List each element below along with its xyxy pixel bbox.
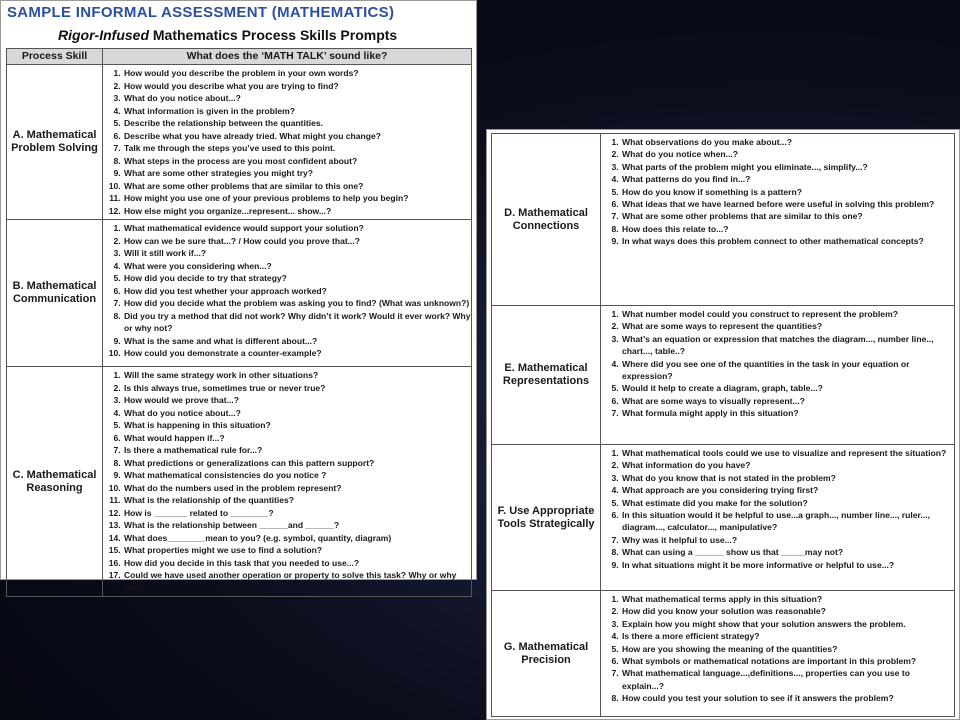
prompt-item: 6. What would happen if...? [123, 432, 471, 445]
prompt-item: 3. What’s an equation or expression that matches the diagram..., number line.., chart..., table..? [621, 333, 954, 358]
prompt-item: 7. How did you decide what the problem was asking you to find? (What was unknown?) [123, 297, 471, 310]
prompt-item: 3. What parts of the problem might you eliminate..., simplify...? [621, 161, 954, 173]
prompt-item: 4. Where did you see one of the quantities in the task in your equation or expression? [621, 358, 954, 383]
prompt-item: 6. Describe what you have already tried. What might you change? [123, 130, 471, 143]
prompt-item: 12. How is _______ related to ________? [123, 507, 471, 520]
prompt-item: 3. What do you know that is not stated in the problem? [621, 472, 954, 484]
left-document-page [0, 0, 477, 593]
prompt-item: 9. In what ways does this problem connect to other mathematical concepts? [621, 235, 954, 247]
prompt-item: 2. How did you know your solution was reasonable? [621, 605, 954, 617]
prompt-item: 9. What are some other strategies you might try? [123, 167, 471, 180]
prompt-item: 4. Is there a more efficient strategy? [621, 630, 954, 642]
prompt-item: 1. How would you describe the problem in your own words? [123, 67, 471, 80]
math-talk-cell [601, 591, 955, 717]
right-document-page [486, 129, 960, 720]
prompt-list [601, 591, 954, 707]
prompt-item: 5. How did you decide to try that strategy? [123, 272, 471, 285]
prompt-item: 5. How do you know if something is a pattern? [621, 186, 954, 198]
prompt-item: 14. What does________mean to you? (e.g. symbol, quantity, diagram) [123, 532, 471, 545]
prompt-item: 2. How would you describe what you are trying to find? [123, 80, 471, 93]
prompt-item: 8. What can using a ______ show us that _____may not? [621, 546, 954, 558]
prompt-item: 12. How else might you organize...represent... show...? [123, 205, 471, 218]
prompt-list [601, 445, 954, 573]
document-title: SAMPLE INFORMAL ASSESSMENT (MATHEMATICS) [7, 4, 395, 21]
process-skill-cell: D. Mathematical Connections [492, 134, 601, 306]
prompt-item: 8. What predictions or generalizations can this pattern support? [123, 457, 471, 470]
process-skill-cell: E. Mathematical Representations [492, 306, 601, 445]
table-header-row [7, 49, 472, 65]
subtitle-text: Mathematics Process Skills Prompts [152, 27, 398, 43]
prompt-item: 3. Explain how you might show that your solution answers the problem. [621, 618, 954, 630]
process-skill-cell: F. Use Appropriate Tools Strategically [492, 445, 601, 591]
math-talk-cell [601, 445, 955, 591]
header-process-skill: Process Skill [7, 49, 103, 65]
prompt-item: 10. What are some other problems that are similar to this one? [123, 180, 471, 193]
prompt-item: 6. How did you test whether your approach worked? [123, 285, 471, 298]
prompt-item: 5. What estimate did you make for the solution? [621, 497, 954, 509]
prompt-list [103, 367, 471, 596]
math-talk-cell [103, 65, 472, 220]
prompt-item: 7. Is there a mathematical rule for...? [123, 444, 471, 457]
prompts-table-right [491, 133, 955, 717]
prompt-item: 7. What formula might apply in this situation? [621, 407, 954, 419]
prompt-item: 4. What patterns do you find in...? [621, 173, 954, 185]
prompt-item: 17. Could we have used another operation or property to solve this task? Why or why not? [123, 569, 471, 594]
prompt-item: 5. Would it help to create a diagram, graph, table...? [621, 382, 954, 394]
prompt-item: 1. What number model could you construct to represent the problem? [621, 308, 954, 320]
prompt-item: 2. What do you notice when...? [621, 148, 954, 160]
prompt-item: 5. Describe the relationship between the quantities. [123, 117, 471, 130]
prompt-item: 8. Did you try a method that did not work? Why didn’t it work? Would it ever work? Why or why not? [123, 310, 471, 335]
prompt-item: 7. What are some other problems that are similar to this one? [621, 210, 954, 222]
subtitle-emphasis: Rigor-Infused [58, 27, 149, 43]
process-skill-cell: A. Mathematical Problem Solving [7, 65, 103, 220]
prompt-item: 6. What are some ways to visually represent...? [621, 395, 954, 407]
prompt-item: 4. What do you notice about...? [123, 407, 471, 420]
prompt-item: 1. What mathematical terms apply in this situation? [621, 593, 954, 605]
math-talk-cell [103, 220, 472, 367]
prompt-item: 5. How are you showing the meaning of the quantities? [621, 643, 954, 655]
right-table-body [492, 134, 955, 717]
prompt-item: 2. How can we be sure that...? / How could you prove that...? [123, 235, 471, 248]
prompt-item: 6. What ideas that we have learned before were useful in solving this problem? [621, 198, 954, 210]
prompt-list [601, 134, 954, 250]
prompt-item: 5. What is happening in this situation? [123, 419, 471, 432]
prompt-item: 2. What information do you have? [621, 459, 954, 471]
table-row [7, 367, 472, 597]
process-skill-cell: B. Mathematical Communication [7, 220, 103, 367]
prompt-item: 10. What do the numbers used in the problem represent? [123, 482, 471, 495]
prompt-list [601, 306, 954, 422]
process-skill-cell: G. Mathematical Precision [492, 591, 601, 717]
prompt-item: 8. What steps in the process are you most confident about? [123, 155, 471, 168]
prompt-item: 15. What properties might we use to find a solution? [123, 544, 471, 557]
prompt-item: 7. Why was it helpful to use...? [621, 534, 954, 546]
prompt-item: 6. What symbols or mathematical notations are important in this problem? [621, 655, 954, 667]
prompt-item: 11. How might you use one of your previous problems to help you begin? [123, 192, 471, 205]
prompt-item: 1. What mathematical evidence would support your solution? [123, 222, 471, 235]
prompts-table-left [6, 48, 472, 597]
prompt-item: 8. How could you test your solution to see if it answers the problem? [621, 692, 954, 704]
table-row [492, 306, 955, 445]
prompt-item: 3. What do you notice about...? [123, 92, 471, 105]
prompt-list [103, 65, 471, 219]
prompt-item: 11. What is the relationship of the quantities? [123, 494, 471, 507]
prompt-item: 1. What mathematical tools could we use to visualize and represent the situation? [621, 447, 954, 459]
prompt-item: 7. What mathematical language...,definitions..., properties can you use to explain...? [621, 667, 954, 692]
table-row [492, 134, 955, 306]
prompt-item: 3. How would we prove that...? [123, 394, 471, 407]
prompt-item: 1. Will the same strategy work in other situations? [123, 369, 471, 382]
header-math-talk: What does the ‘MATH TALK’ sound like? [103, 49, 472, 65]
document-subtitle [58, 27, 472, 43]
prompt-item: 7. Talk me through the steps you’ve used to this point. [123, 142, 471, 155]
math-talk-cell [103, 367, 472, 597]
math-talk-cell [601, 134, 955, 306]
prompt-item: 2. What are some ways to represent the quantities? [621, 320, 954, 332]
prompt-item: 9. In what situations might it be more informative or helpful to use...? [621, 559, 954, 571]
prompt-item: 9. What is the same and what is different about...? [123, 335, 471, 348]
prompt-list [103, 220, 471, 362]
table-row [7, 220, 472, 367]
math-talk-cell [601, 306, 955, 445]
prompt-item: 3. Will it still work if...? [123, 247, 471, 260]
prompt-item: 4. What approach are you considering trying first? [621, 484, 954, 496]
process-skill-cell: C. Mathematical Reasoning [7, 367, 103, 597]
prompt-item: 8. How does this relate to...? [621, 223, 954, 235]
prompt-item: 6. In this situation would it be helpful to use...a graph..., number line..., ruler..., diagram..., calculator..., manipulative? [621, 509, 954, 534]
left-table-body [7, 65, 472, 597]
prompt-item: 4. What were you considering when...? [123, 260, 471, 273]
prompt-item: 9. What mathematical consistencies do you notice ? [123, 469, 471, 482]
table-row [7, 65, 472, 220]
prompt-item: 10. How could you demonstrate a counter-example? [123, 347, 471, 360]
table-row [492, 591, 955, 717]
table-row [492, 445, 955, 591]
prompt-item: 2. Is this always true, sometimes true or never true? [123, 382, 471, 395]
prompt-item: 16. How did you decide in this task that you needed to use...? [123, 557, 471, 570]
prompt-item: 13. What is the relationship between ______and ______? [123, 519, 471, 532]
prompt-item: 4. What information is given in the problem? [123, 105, 471, 118]
prompt-item: 1. What observations do you make about...? [621, 136, 954, 148]
